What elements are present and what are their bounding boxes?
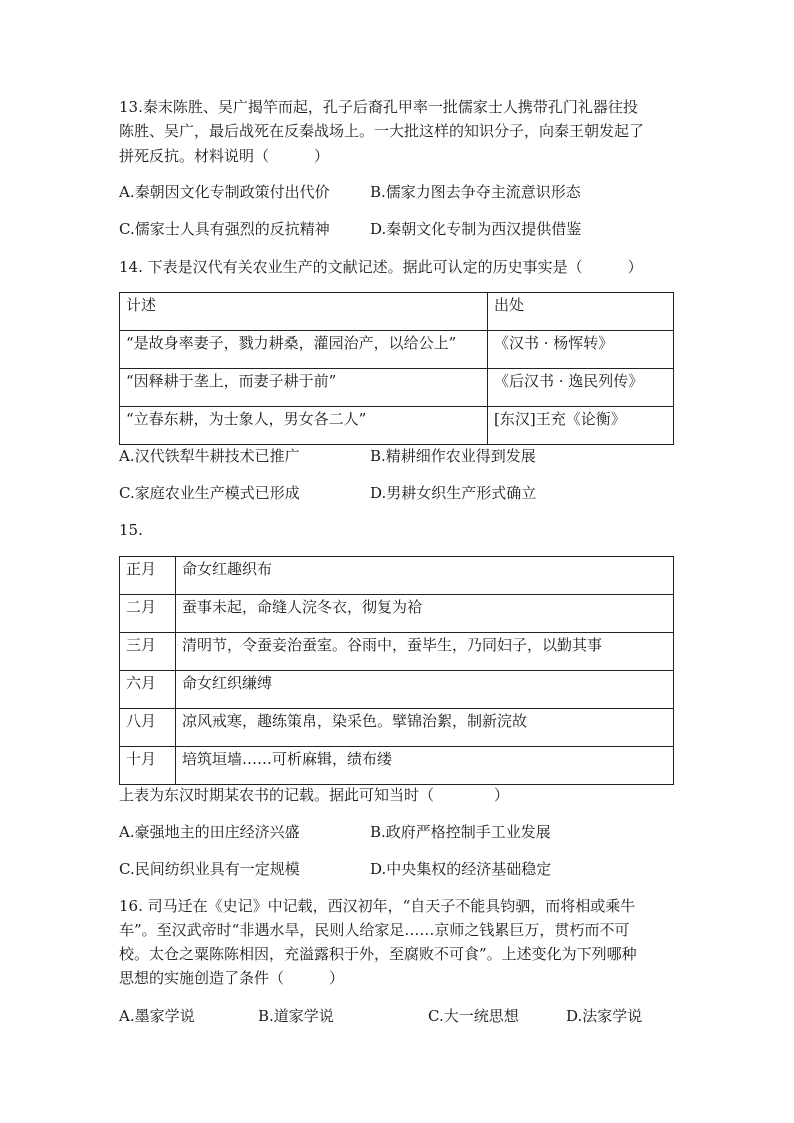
q16-option-d: D.法家学说 [566, 1007, 643, 1025]
q15-option-c: C.民间纺织业具有一定规模 [119, 860, 300, 878]
table-row [120, 671, 674, 709]
q15-table [119, 556, 674, 785]
table-cell: 《后汉书 · 逸民列传》 [488, 369, 674, 407]
q15-option-d: D.中央集权的经济基础稳定 [370, 860, 552, 878]
table-row [120, 709, 674, 747]
table-cell: “因释耕于垄上，而妻子耕于前” [120, 369, 488, 407]
q16-stem-line-1: 16. 司马迁在《史记》中记载，西汉初年，“自天子不能具钧驷，而将相或乘牛 [119, 897, 636, 915]
table-cell: 清明节，令蚕妾治蚕室。谷雨中，蚕毕生，乃同妇子，以勤其事 [176, 633, 674, 671]
table-header-row [120, 293, 674, 331]
q15-option-a: A.豪强地主的田庄经济兴盛 [119, 823, 300, 841]
q13-stem-line-3: 拼死反抗。材料说明（ ） [119, 147, 330, 165]
q14-option-b: B.精耕细作农业得到发展 [370, 447, 536, 465]
q16-option-c: C.大一统思想 [428, 1007, 519, 1025]
table-cell: 命女红织缣缚 [176, 671, 674, 709]
q16-stem-line-4: 思想的实施创造了条件（ ） [119, 969, 345, 987]
q16-option-a: A.墨家学说 [119, 1007, 195, 1025]
q16-stem-line-2: 车”。至汉武帝时“非遇水旱，民则人给家足……京师之钱累巨万，贯朽而不可 [119, 921, 630, 939]
table-cell: “是故身率妻子，戮力耕桑，灌园治产，以给公上” [120, 331, 488, 369]
table-cell: 《汉书 · 杨恽转》 [488, 331, 674, 369]
table-row [120, 595, 674, 633]
table-cell: [东汉]王充《论衡》 [488, 407, 674, 445]
q16-stem-line-3: 校。太仓之粟陈陈相因，充溢露积于外，至腐败不可食”。上述变化为下列哪种 [119, 945, 637, 963]
q13-option-a: A.秦朝因文化专制政策付出代价 [119, 183, 330, 201]
q14-option-d: D.男耕女织生产形式确立 [370, 484, 537, 502]
table-cell-month: 二月 [120, 595, 176, 633]
table-cell-month: 六月 [120, 671, 176, 709]
table-cell: 凉风戒寒，趣练策帛，染采色。擘锦治絮，制新浣故 [176, 709, 674, 747]
q13-option-c: C.儒家士人具有强烈的反抗精神 [119, 220, 330, 238]
q16-option-b: B.道家学说 [258, 1007, 334, 1025]
table-cell: 蚕事未起，命缝人浣冬衣，彻复为袷 [176, 595, 674, 633]
table-cell-month: 十月 [120, 747, 176, 785]
q14-stem: 14. 下表是汉代有关农业生产的文献记述。据此可认定的历史事实是（ ） [119, 258, 643, 276]
table-cell: “立春东耕，为士象人，男女各二人” [120, 407, 488, 445]
q14-option-a: A.汉代铁犁牛耕技术已推广 [119, 447, 300, 465]
table-row [120, 369, 674, 407]
table-cell: 培筑垣墙……可析麻辑，绩布缕 [176, 747, 674, 785]
q13-option-d: D.秦朝文化专制为西汉提供借鉴 [370, 220, 582, 238]
table-row [120, 633, 674, 671]
table-row [120, 407, 674, 445]
table-cell-month: 正月 [120, 557, 176, 595]
q13-stem-line-1: 13.秦末陈胜、吴广揭竿而起，孔子后裔孔甲率一批儒家士人携带孔门礼器往投 [119, 98, 638, 116]
q15-number: 15. [119, 521, 143, 539]
table-cell-month: 八月 [120, 709, 176, 747]
table-row [120, 557, 674, 595]
table-row [120, 747, 674, 785]
table-header-cell: 出处 [488, 293, 674, 331]
table-cell-month: 三月 [120, 633, 176, 671]
table-row [120, 331, 674, 369]
q13-stem-line-2: 陈胜、吴广，最后战死在反秦战场上。一大批这样的知识分子，向秦王朝发起了 [119, 122, 645, 140]
q14-table [119, 292, 674, 445]
q15-option-b: B.政府严格控制手工业发展 [370, 823, 551, 841]
table-header-cell: 计述 [120, 293, 488, 331]
q13-option-b: B.儒家力图去争夺主流意识形态 [370, 183, 581, 201]
q14-option-c: C.家庭农业生产模式已形成 [119, 484, 300, 502]
table-cell: 命女红趣织布 [176, 557, 674, 595]
q15-stem: 上表为东汉时期某农书的记载。据此可知当时（ ） [119, 786, 510, 804]
